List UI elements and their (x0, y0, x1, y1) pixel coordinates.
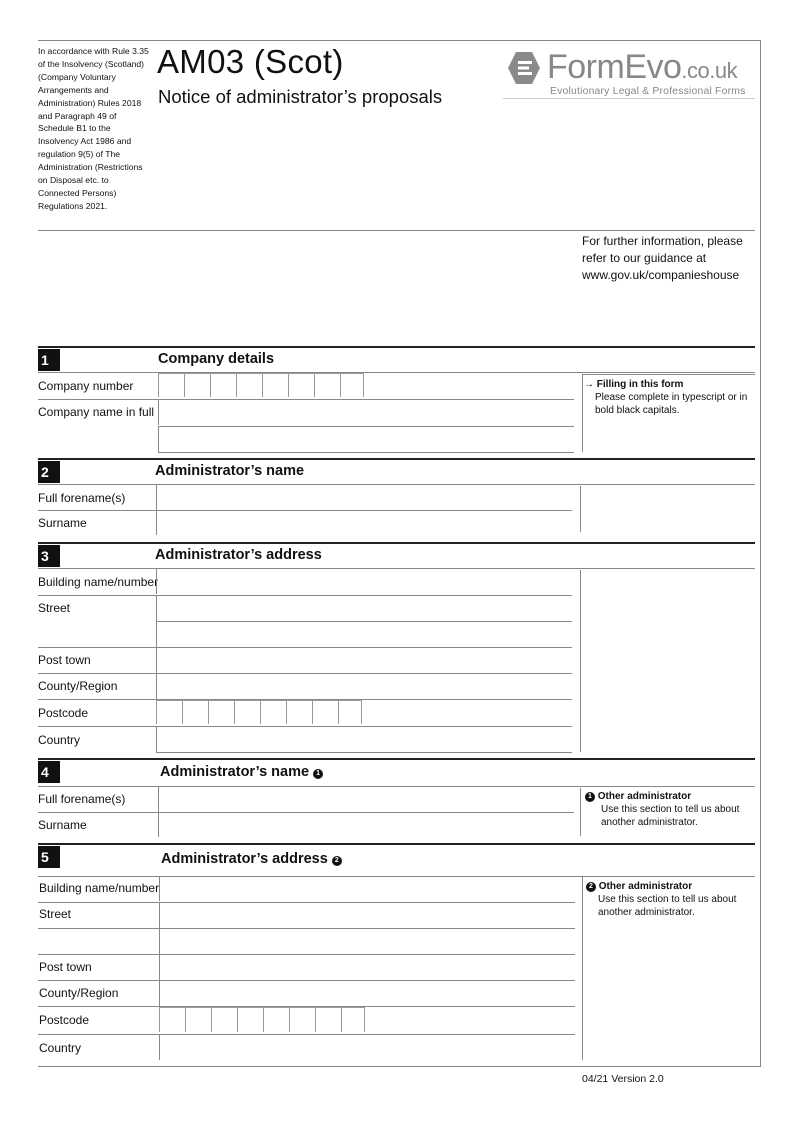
surname-input[interactable] (156, 511, 573, 535)
section-1-note-title: Filling in this form (596, 379, 684, 390)
building-label: Building name/number (38, 575, 159, 589)
county-label: County/Region (38, 679, 118, 693)
county-input[interactable] (156, 674, 573, 699)
street-input-line-2[interactable] (156, 622, 573, 647)
section-4-title: Administrator’s name 1 (160, 764, 323, 780)
forename-label: Full forename(s) (38, 491, 126, 505)
other-street-label: Street (39, 907, 72, 921)
form-version: 04/21 Version 2.0 (582, 1073, 664, 1085)
logo-tagline: Evolutionary Legal & Professional Forms (550, 86, 746, 97)
formevo-logo (503, 46, 755, 102)
other-street-input[interactable] (159, 903, 576, 928)
section-1-note (584, 378, 754, 417)
post-town-input[interactable] (156, 648, 573, 673)
section-1-number: 1 (38, 349, 60, 371)
section-2-title: Administrator’s name (155, 463, 305, 479)
section-1-title: Company details (158, 351, 275, 367)
section-4-note (585, 790, 755, 829)
section-3-title: Administrator’s address (155, 547, 322, 563)
country-label: Country (38, 733, 81, 747)
arrow-icon: → (584, 379, 594, 390)
section-5-note-text: Use this section to tell us about another administrator. (598, 894, 737, 918)
other-forename-label: Full forename(s) (38, 792, 126, 806)
section-1-note-text: Please complete in typescript or in bold black capitals. (595, 392, 748, 416)
building-input[interactable] (156, 569, 573, 594)
note-1-marker-icon: 1 (313, 769, 323, 779)
other-post-town-input[interactable] (159, 955, 576, 980)
section-2-number: 2 (38, 461, 60, 483)
other-county-label: County/Region (39, 986, 119, 1000)
section-4-note-title: Other administrator (597, 791, 692, 802)
other-street-input-line-2[interactable] (159, 929, 576, 954)
postcode-label: Postcode (38, 706, 89, 720)
section-5-number: 5 (38, 846, 60, 868)
note-2-marker-icon: 2 (332, 856, 342, 866)
company-number-label: Company number (38, 379, 134, 393)
company-name-label: Company name in full (38, 405, 155, 419)
other-post-town-label: Post town (39, 960, 92, 974)
legal-reference-text: In accordance with Rule 3.35 of the Insolvency (Scotland) (Company Voluntary Arrangements and Administration) Rules 2018 and Paragraph 49 of Schedule B1 to the Insolvency Act 1986 and regulation 9(5) of The Administration (Restrictions on Disposal etc. to Connected Persons) Regulations 2021. (38, 46, 149, 211)
note-1-icon: 1 (585, 792, 595, 802)
section-4-number: 4 (38, 761, 60, 783)
section-5-note (586, 880, 756, 919)
other-county-input[interactable] (159, 981, 576, 1006)
post-town-label: Post town (38, 653, 91, 667)
section-5-note-title: Other administrator (598, 881, 693, 892)
other-postcode-label: Postcode (39, 1013, 90, 1027)
other-building-input[interactable] (159, 877, 576, 901)
company-name-input[interactable] (158, 400, 575, 425)
surname-label: Surname (38, 516, 87, 530)
street-input[interactable] (156, 596, 573, 621)
company-name-input-line-2[interactable] (158, 427, 575, 452)
note-2-icon: 2 (586, 882, 596, 892)
section-3-number: 3 (38, 545, 60, 567)
other-surname-label: Surname (38, 818, 87, 832)
forename-input[interactable] (156, 485, 573, 510)
other-country-label: Country (39, 1041, 82, 1055)
form-title: Notice of administrator’s proposals (158, 86, 443, 107)
country-input[interactable] (156, 727, 573, 752)
logo-brand: FormEvo.co.uk (547, 48, 738, 86)
other-building-label: Building name/number (39, 881, 160, 895)
logo-mark-icon (507, 51, 541, 85)
form-code: AM03 (Scot) (157, 43, 344, 80)
other-forename-input[interactable] (158, 787, 575, 812)
street-label: Street (38, 601, 71, 615)
other-country-input[interactable] (159, 1035, 576, 1060)
guidance-text: For further information, please refer to our guidance at www.gov.uk/companieshouse (582, 234, 743, 282)
other-surname-input[interactable] (158, 813, 575, 837)
section-5-title: Administrator’s address 2 (161, 851, 342, 867)
section-4-note-text: Use this section to tell us about another administrator. (601, 804, 740, 828)
